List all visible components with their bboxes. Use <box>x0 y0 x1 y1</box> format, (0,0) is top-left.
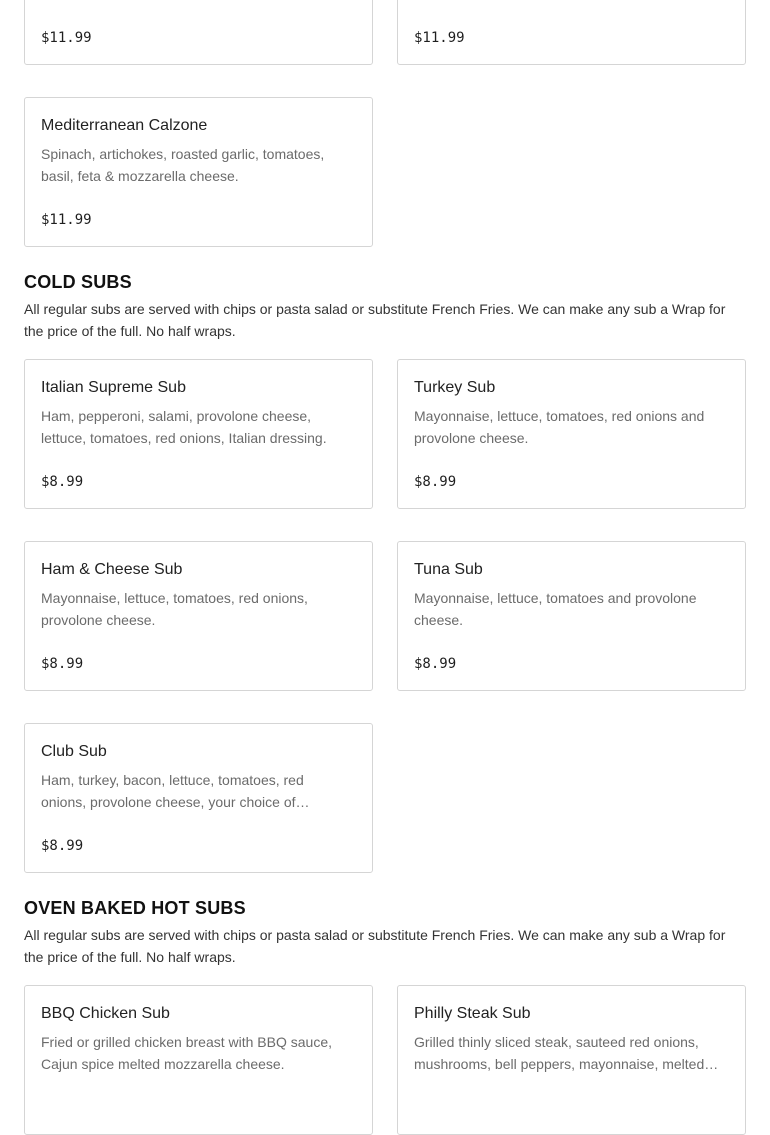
section-description: All regular subs are served with chips or pasta salad or substitute French Fries. We can make any sub a Wrap for the price of the full. No half wraps. <box>24 301 726 339</box>
menu-item-title: Ham & Cheese Sub <box>41 561 183 578</box>
menu-item-title: Philly Steak Sub <box>414 1005 531 1022</box>
menu-item-card[interactable] <box>24 0 373 65</box>
menu-item-title: Club Sub <box>41 743 107 760</box>
menu-item-card[interactable] <box>24 541 373 691</box>
menu-item-title: Italian Supreme Sub <box>41 379 186 396</box>
menu-item-title: Mediterranean Calzone <box>41 117 208 134</box>
menu-item-description: Fried or grilled chicken breast with BBQ sauce, Cajun spice melted mozzarella cheese. <box>41 1034 333 1072</box>
menu-item-description: Mayonnaise, lettuce, tomatoes, red onions and provolone cheese. <box>414 408 705 446</box>
section-title-cold-subs: COLD SUBS <box>24 272 132 292</box>
menu-item-card[interactable] <box>397 985 746 1135</box>
section-title-hot-subs: OVEN BAKED HOT SUBS <box>24 898 246 918</box>
menu-item-card[interactable] <box>397 359 746 509</box>
section-description: All regular subs are served with chips or pasta salad or substitute French Fries. We can make any sub a Wrap for the price of the full. No half wraps. <box>24 927 726 965</box>
menu-item-price: $11.99 <box>41 30 92 46</box>
menu-item-description: Ham, pepperoni, salami, provolone cheese, lettuce, tomatoes, red onions, Italian dressing. <box>41 408 327 446</box>
menu-item-card[interactable] <box>24 723 373 873</box>
menu-item-title: Turkey Sub <box>414 379 496 396</box>
menu-item-description: Mayonnaise, lettuce, tomatoes and provolone cheese. <box>414 590 697 628</box>
menu-item-price: $8.99 <box>414 474 457 490</box>
menu-item-title: BBQ Chicken Sub <box>41 1005 170 1022</box>
menu-item-price: $8.99 <box>41 838 84 854</box>
menu-item-card[interactable] <box>397 0 746 65</box>
menu-item-description: Spinach, artichokes, roasted garlic, tomatoes, basil, feta & mozzarella cheese. <box>41 146 325 184</box>
menu-item-description: Grilled thinly sliced steak, sauteed red onions, mushrooms, bell peppers, mayonnaise, melted… <box>414 1034 719 1072</box>
menu-item-description: Ham, turkey, bacon, lettuce, tomatoes, red onions, provolone cheese, your choice of… <box>41 772 310 810</box>
menu-item-card[interactable] <box>24 97 373 247</box>
menu-item-title: Tuna Sub <box>414 561 483 578</box>
menu-item-description: Mayonnaise, lettuce, tomatoes, red onions, provolone cheese. <box>41 590 308 628</box>
menu-item-card[interactable] <box>24 985 373 1135</box>
menu-item-price: $11.99 <box>41 212 92 228</box>
menu-item-card[interactable] <box>397 541 746 691</box>
menu-item-card[interactable] <box>24 359 373 509</box>
menu-item-price: $8.99 <box>41 474 84 490</box>
menu-item-price: $8.99 <box>414 656 457 672</box>
menu-item-price: $11.99 <box>414 30 465 46</box>
menu-item-price: $8.99 <box>41 656 84 672</box>
